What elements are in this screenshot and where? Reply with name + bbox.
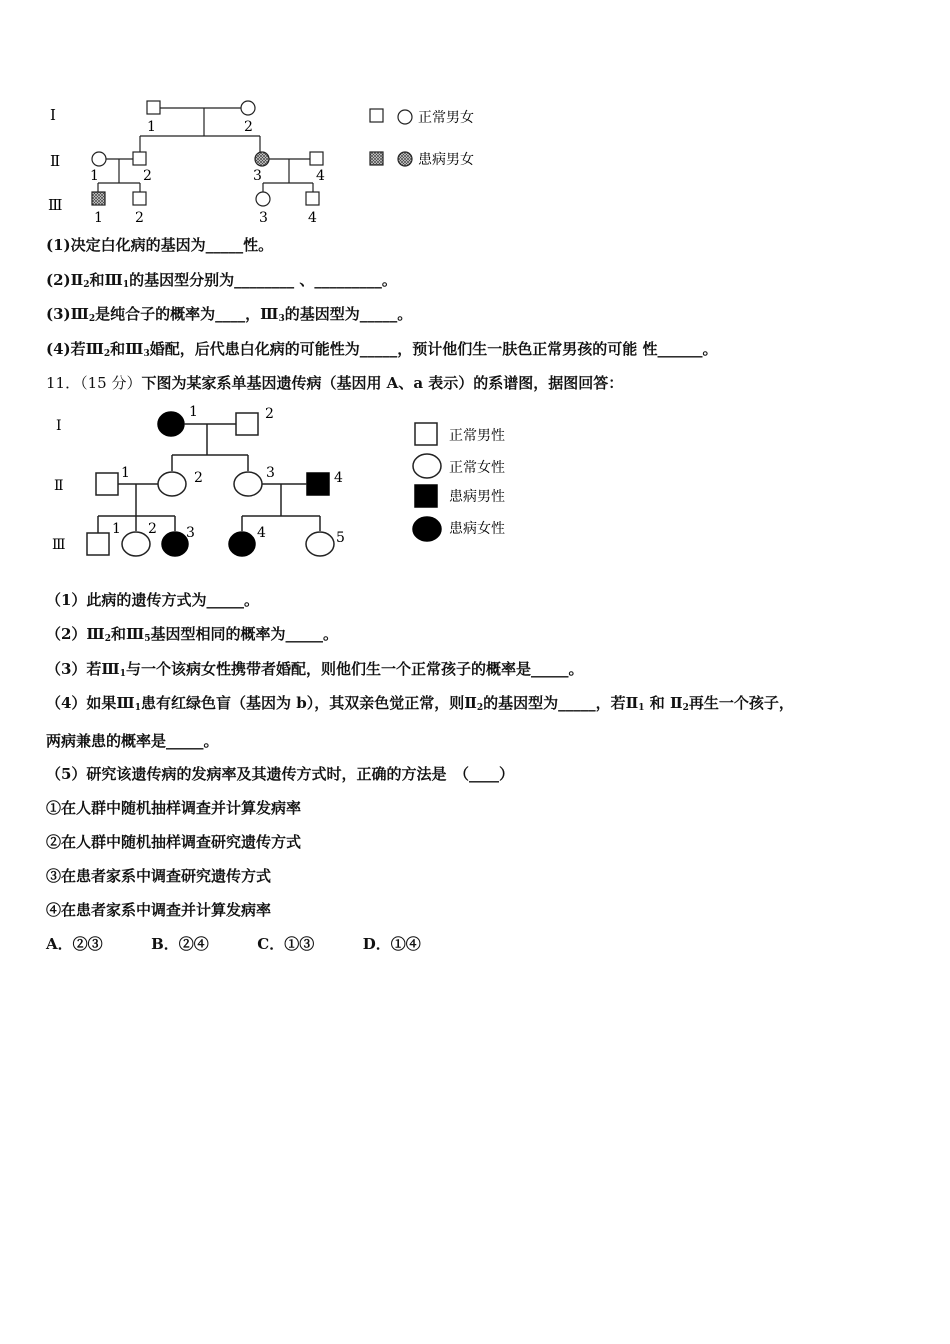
p2-III3-label: 3 [186, 525, 195, 541]
answer-d[interactable]: D．①④ [362, 935, 421, 953]
p1-legend-affected-female-icon [398, 152, 412, 166]
q11-option-1: ①在人群中随机抽样调查并计算发病率 [46, 799, 302, 817]
q10-part2: $(2)Ⅱ_2$和$Ⅲ_1$的基因型分别为________ 、_________。 [46, 271, 397, 290]
p2-I1-affected-female [158, 412, 184, 436]
p2-II4-affected-male [307, 473, 329, 495]
q11-part3: （3）若$Ⅲ_1$与一个该病女性携带者婚配，则他们生一个正常孩子的概率是_____。 [46, 660, 584, 679]
p2-legend-normal-female-label: 正常女性 [449, 460, 505, 476]
p2-legend-normal-female-icon [413, 454, 441, 478]
p2-legend-normal-male-label: 正常男性 [449, 428, 505, 444]
p1-II1-normal-female [92, 152, 106, 166]
p2-II2-normal-female [158, 472, 186, 496]
p1-III2-normal-male [133, 192, 146, 205]
q11-intro: 11．（15 分）下图为某家系单基因遗传病（基因用 A、a 表示）的系谱图，据图回答： [46, 374, 624, 392]
p1-III1-label: 1 [94, 210, 103, 226]
p2-legend-affected-female-label: 患病女性 [449, 521, 505, 537]
p2-III2-label: 2 [148, 521, 157, 537]
p2-II3-normal-female [234, 472, 262, 496]
answer-c[interactable]: C．①③ [257, 935, 315, 953]
answer-b[interactable]: B．②④ [151, 935, 209, 953]
p2-III5-normal-female [306, 532, 334, 556]
p2-I2-normal-male [236, 413, 258, 435]
p2-I1-label: 1 [189, 404, 198, 420]
p2-I2-label: 2 [265, 406, 274, 422]
p2-III4-label: 4 [257, 525, 266, 541]
q10-part1: (1)决定白化病的基因为_____性。 [46, 236, 274, 254]
p2-II4-label: 4 [334, 470, 343, 486]
q10-part3: $(3)Ⅲ_2$是纯合子的概率为____，$Ⅲ_3$的基因型为_____。 [46, 305, 413, 324]
p2-II1-normal-male [96, 473, 118, 495]
p1-II3-label: 3 [253, 168, 262, 184]
p2-III5-label: 5 [336, 530, 345, 546]
p2-III3-affected-female [162, 532, 188, 556]
p1-III4-label: 4 [308, 210, 317, 226]
p1-III3-label: 3 [259, 210, 268, 226]
p1-II2-normal-male [133, 152, 146, 165]
q11-part4-cont: 两病兼患的概率是_____。 [46, 732, 219, 750]
p1-I2-label: 2 [244, 119, 253, 135]
p1-II3-affected-female [255, 152, 269, 166]
pedigree-2 [0, 395, 560, 570]
p2-III2-normal-female [122, 532, 150, 556]
p1-III4-normal-male [306, 192, 319, 205]
p1-II2-label: 2 [143, 168, 152, 184]
p1-II1-label: 1 [90, 168, 99, 184]
p1-III1-affected-male [92, 192, 105, 205]
p2-III1-label: 1 [112, 521, 121, 537]
gen-label-I: Ⅰ [50, 106, 56, 124]
p1-I1-label: 1 [147, 119, 156, 135]
p1-III3-normal-female [256, 192, 270, 206]
q11-part2: $(2)Ⅲ_2$和$Ⅲ_5$基因型相同的概率为_____。 [46, 625, 339, 644]
q11-part4: （4）如果$Ⅲ_1$患有红绿色盲（基因为 b），其双亲色觉正常，则$Ⅱ_2$的基因型为_____，若$Ⅱ_1$ 和 $Ⅱ_2$再生一个孩子， [46, 694, 794, 713]
p2-legend-normal-male-icon [415, 423, 437, 445]
q11-option-3: ③在患者家系中调查研究遗传方式 [46, 867, 272, 885]
gen2-label-III: Ⅲ [52, 537, 66, 553]
gen2-label-I: Ⅰ [56, 418, 62, 434]
p2-III1-normal-male [87, 533, 109, 555]
p1-legend-affected-label: 患病男女 [418, 152, 474, 168]
gen-label-II: Ⅱ [50, 152, 61, 170]
p1-legend-affected-male-icon [370, 152, 383, 165]
p1-legend-normal-female-icon [398, 110, 412, 124]
q10-part4: (4)若$Ⅲ_2$和$Ⅲ_3$婚配，后代患白化病的可能性为_____，预计他们生一肤色正常男孩的可能 性______。 [46, 340, 718, 359]
q11-part5: （5）研究该遗传病的发病率及其遗传方式时，正确的方法是 （____） [46, 765, 514, 783]
p1-II4-normal-male [310, 152, 323, 165]
p1-II4-label: 4 [316, 168, 325, 184]
p1-legend-normal-male-icon [370, 109, 383, 122]
q11-part1: （1）此病的遗传方式为_____。 [46, 591, 259, 609]
p1-legend-normal-label: 正常男女 [418, 110, 474, 126]
pedigree-1 [0, 90, 520, 230]
gen-label-III: Ⅲ [48, 196, 63, 214]
p2-legend-affected-female-icon [413, 517, 441, 541]
p2-III4-affected-female [229, 532, 255, 556]
p1-III2-label: 2 [135, 210, 144, 226]
p1-I2-normal-female [241, 101, 255, 115]
p2-legend-affected-male-icon [415, 485, 437, 507]
q11-answers [46, 934, 421, 954]
p2-II2-label: 2 [194, 470, 203, 486]
p2-II3-label: 3 [266, 465, 275, 481]
q11-option-2: ②在人群中随机抽样调查研究遗传方式 [46, 833, 302, 851]
answer-a[interactable]: A．②③ [46, 935, 103, 953]
q11-option-4: ④在患者家系中调查并计算发病率 [46, 901, 272, 919]
gen2-label-II: Ⅱ [54, 478, 64, 494]
p1-I1-normal-male [147, 101, 160, 114]
p2-legend-affected-male-label: 患病男性 [449, 489, 505, 505]
p2-II1-label: 1 [121, 465, 130, 481]
